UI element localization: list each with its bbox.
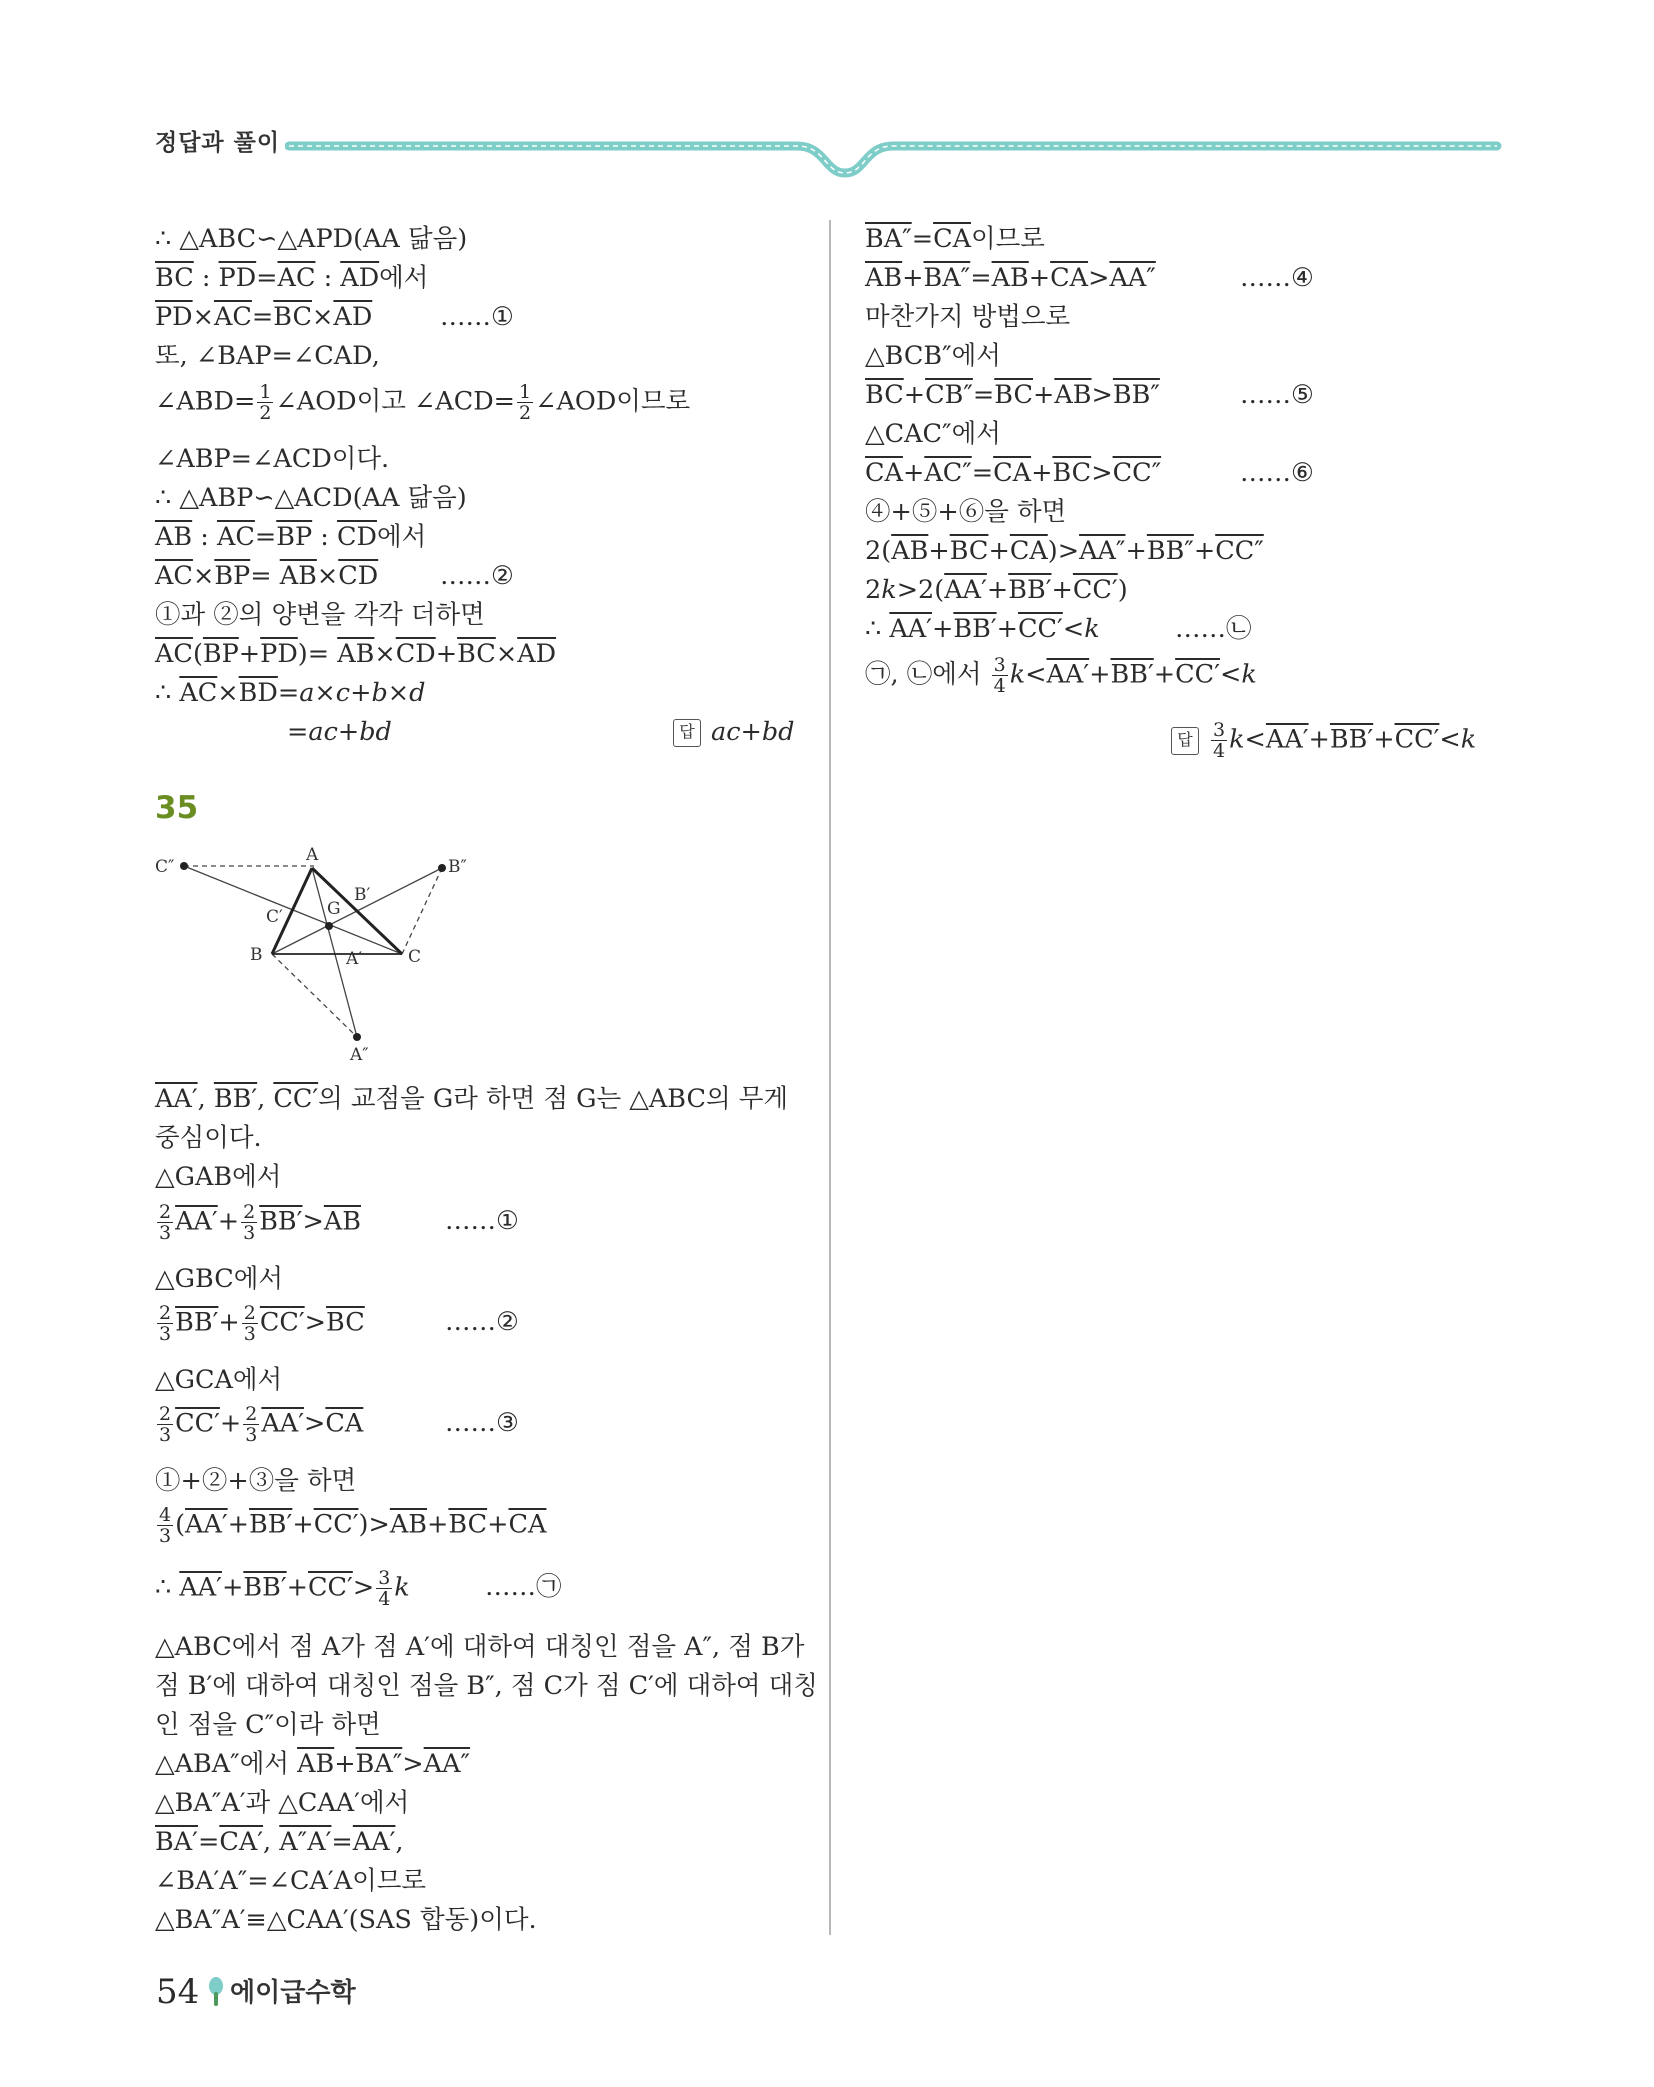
fraction: $\frac{2}{3}$ <box>243 1302 256 1345</box>
equation-marker: ……① <box>445 1206 519 1236</box>
label-c: C <box>408 947 422 967</box>
solution-line: 중심이다. <box>155 1123 262 1153</box>
point-g <box>325 922 333 930</box>
solution-line: 또, ∠BAP=∠CAD, <box>155 341 380 371</box>
fraction: $\frac{3}{4}$ <box>378 1567 391 1610</box>
equation-marker: ……① <box>440 302 514 332</box>
solution-line: △ABC에서 점 A가 점 A′에 대하여 대칭인 점을 A″, 점 B가 <box>155 1632 805 1662</box>
solution-line: $\overline{CA}+AC''=\overline{CA}+\overline{BC}>CC''$ <box>865 458 1162 488</box>
answer-line: 답 ac+bd <box>673 715 795 749</box>
fraction: $\frac{1}{2}$ <box>519 381 532 424</box>
label-a2: A″ <box>350 1045 369 1065</box>
solution-line: =ac+bd <box>287 717 392 747</box>
solution-line: ∠ABP=∠ACD이다. <box>155 444 390 474</box>
point-b2 <box>438 864 446 872</box>
section-title: 정답과 풀이 <box>155 130 281 156</box>
label-a1: A′ <box>346 949 363 969</box>
solution-line: △GAB에서 <box>155 1162 282 1192</box>
solution-line: △BA″A′≡△CAA′(SAS 합동)이다. <box>155 1905 537 1935</box>
answer-tag: 답 <box>1171 727 1199 755</box>
label-c2: C″ <box>155 857 175 877</box>
equation-marker: ……③ <box>445 1408 519 1438</box>
triangle-figure <box>150 838 490 1070</box>
solution-line: $\overline{AB}+BA''=\overline{AB}+\overline{CA}>AA''$ <box>865 263 1156 293</box>
solution-line: $\frac{2}{3}$ AA′+ $\frac{2}{3}$ $BB'>\overline{AB}$ <box>159 1201 361 1244</box>
solution-line: △BCB″에서 <box>865 341 1001 371</box>
fraction: $\frac{2}{3}$ <box>159 1201 172 1244</box>
label-b1: B′ <box>354 885 371 905</box>
solution-line: AA′, BB′, CC′의 교점을 G라 하면 점 G는 △ABC의 무게 <box>155 1084 788 1114</box>
label-g: G <box>327 899 341 919</box>
solution-line: $BA''=\overline{CA}$이므로 <box>865 224 1045 254</box>
point-c2 <box>180 862 188 870</box>
fraction: $\frac{2}{3}$ <box>243 1201 256 1244</box>
label-b2: B″ <box>448 857 467 877</box>
solution-line: ①+②+③을 하면 <box>155 1466 357 1496</box>
answer-line: 답 $\frac{3}{4}$ k<AA′+BB′+CC′<k <box>1171 720 1476 761</box>
fraction: $\frac{2}{3}$ <box>159 1302 172 1345</box>
page-number: 54 <box>156 1972 200 2012</box>
solution-line: ④+⑤+⑥을 하면 <box>865 497 1067 527</box>
solution-line: 마찬가지 방법으로 <box>865 302 1071 332</box>
label-b: B <box>250 945 263 965</box>
solution-line: $2(\overline{AB}+\overline{BC}+\overline{CA})>AA''+BB''+CC''$ <box>865 536 1264 566</box>
solution-line: △GBC에서 <box>155 1264 283 1294</box>
solution-line: ∴ AA′+BB′+CC′> $\frac{3}{4}$ k <box>155 1567 410 1610</box>
column-divider <box>829 220 831 1935</box>
brand-logo: 에이급수학 <box>230 1978 356 2008</box>
equation-marker: ……④ <box>1240 263 1314 293</box>
solution-line: $\overline{PD}\times\overline{AC}=\overline{BC}\times\overline{AD}$ <box>155 302 373 332</box>
label-c1: C′ <box>266 907 283 927</box>
solution-line: ∴ △ABP∽△ACD(AA 닮음) <box>155 483 467 513</box>
solution-line: $\frac{2}{3}$ CC′+ $\frac{2}{3}$ $AA'>\overline{CA}$ <box>159 1403 364 1446</box>
equation-marker: ……㉡ <box>1175 614 1252 644</box>
figure-lines <box>184 866 442 1037</box>
solution-line: $\overline{AC}\times\overline{BP}= \overline{AB}\times\overline{CD}$ <box>155 561 379 591</box>
answer-tag: 답 <box>673 719 701 747</box>
solution-line: $\frac{4}{3}$ $(AA'+BB'+CC')>\overline{AB}+\overline{BC}+\overline{CA}$ <box>159 1504 547 1547</box>
solution-line: △BA″A′과 △CAA′에서 <box>155 1788 410 1818</box>
header-decoration <box>285 118 1505 178</box>
fraction: $\frac{4}{3}$ <box>159 1504 172 1547</box>
brand-icon <box>207 1976 225 2008</box>
solution-line: ①과 ②의 양변을 각각 더하면 <box>155 600 485 630</box>
equation-marker: ……② <box>445 1307 519 1337</box>
point-a2 <box>353 1033 361 1041</box>
solution-line: $\frac{2}{3}$ BB′+ $\frac{2}{3}$ $CC'>\overline{BC}$ <box>159 1302 365 1345</box>
equation-marker: ……㉠ <box>485 1572 562 1602</box>
solution-line: $\overline{BC}$ : $\overline{PD}=\overline{AC}$ : $\overline{AD}$에서 <box>155 263 429 293</box>
solution-line: △GCA에서 <box>155 1365 283 1395</box>
fraction: $\frac{1}{2}$ <box>259 381 272 424</box>
solution-line: $\overline{AB}$ : $\overline{AC}=\overline{BP}$ : $\overline{CD}$에서 <box>155 522 427 552</box>
equation-marker: ……⑤ <box>1240 380 1314 410</box>
equation-marker: ……⑥ <box>1240 458 1314 488</box>
fraction: $\frac{2}{3}$ <box>245 1403 258 1446</box>
solution-line: ∴ AA′+BB′+CC′<k <box>865 614 1100 644</box>
problem-number: 35 <box>155 790 199 826</box>
solution-line: $\overline{AC}(\overline{BP}+\overline{PD})= \overline{AB}\times\overline{CD}+\overline{BC}\times\overline{AD}$ <box>155 639 557 669</box>
solution-line: 2k>2(AA′+BB′+CC′) <box>865 575 1128 605</box>
equation-marker: ……② <box>440 561 514 591</box>
fraction: $\frac{2}{3}$ <box>159 1403 172 1446</box>
solution-line: 인 점을 C″이라 하면 <box>155 1710 381 1740</box>
solution-line: △ABA″에서 $\overline{AB}+BA''>AA''$ <box>155 1749 471 1779</box>
solution-line: ∠ABD= $\frac{1}{2}$ ∠AOD이고 ∠ACD= $\frac{1}{2}$ ∠AOD이므로 <box>155 381 691 424</box>
solution-line: $\overline{BC}+CB''=\overline{BC}+\overline{AB}>BB''$ <box>865 380 1160 410</box>
solution-line: 점 B′에 대하여 대칭인 점을 B″, 점 C가 점 C′에 대하여 대칭 <box>155 1671 818 1701</box>
fraction: $\frac{3}{4}$ <box>1213 719 1226 762</box>
solution-line: ∴ △ABC∽△APD(AA 닮음) <box>155 224 468 254</box>
solution-line: ㉠, ㉡에서 $\frac{3}{4}$ k<AA′+BB′+CC′<k <box>865 654 1257 697</box>
solution-line: △CAC″에서 <box>865 419 1001 449</box>
fraction: $\frac{3}{4}$ <box>993 654 1006 697</box>
label-a: A <box>306 845 319 865</box>
solution-line: ∠BA′A″=∠CA′A이므로 <box>155 1866 427 1896</box>
solution-line: BA′=CA′, A″A′=AA′, <box>155 1827 404 1857</box>
solution-line: ∴ $\overline{AC}\times\overline{BD}=a\times c+b\times d$ <box>155 678 426 708</box>
